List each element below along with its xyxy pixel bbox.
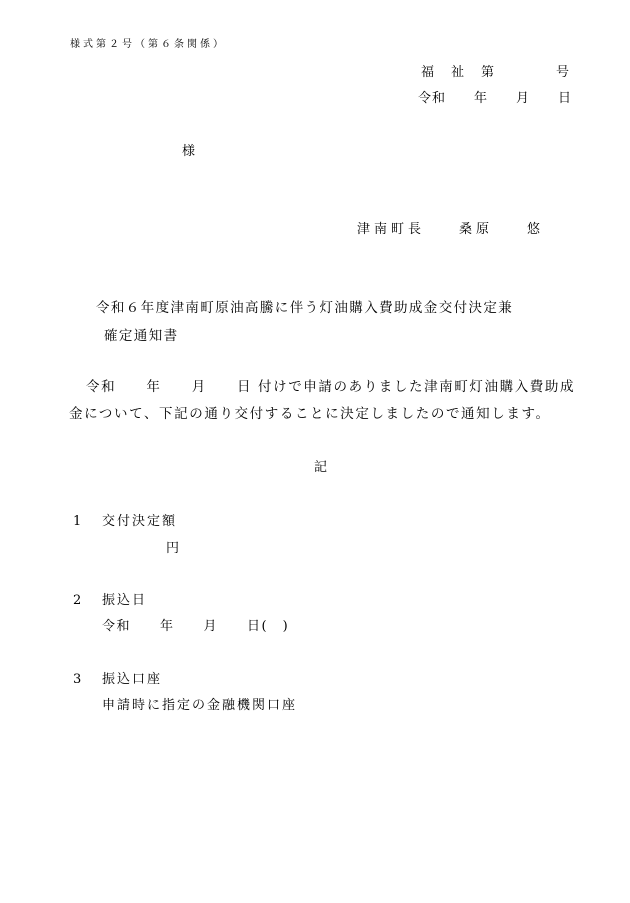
body-text-line-2: 金について、下記の通り交付することに決定しましたので通知します。 [69,406,551,422]
section-3-heading: 振込口座 [102,672,163,687]
issue-date: 令和 年 月 日 [418,91,573,106]
section-1-heading: 交付決定額 [102,514,178,529]
body-text-line-1: 令和 年 月 日 付けで申請のありました津南町灯油購入費助成 [86,379,576,395]
section-2-value: 令和 年 月 日( ) [102,619,290,634]
form-number: 様式第２号（第６条関係） [70,39,226,50]
sender-name: 津南町長 桑原 悠 [357,222,545,237]
addressee-honorific: 様 [182,144,196,159]
section-3-value: 申請時に指定の金融機関口座 [102,698,298,713]
section-3-number: 3 [73,672,82,687]
section-1-value: 円 [166,541,181,556]
document-title-line-2: 確定通知書 [104,328,179,344]
document-title-line-1: 令和６年度津南町原油高騰に伴う灯油購入費助成金交付決定兼 [96,300,514,316]
section-1-number: 1 [73,514,82,529]
document-number: 福 祉 第 号 [421,65,572,80]
section-2-number: 2 [73,593,82,608]
section-2-heading: 振込日 [102,593,148,608]
ki-heading: 記 [314,460,328,475]
